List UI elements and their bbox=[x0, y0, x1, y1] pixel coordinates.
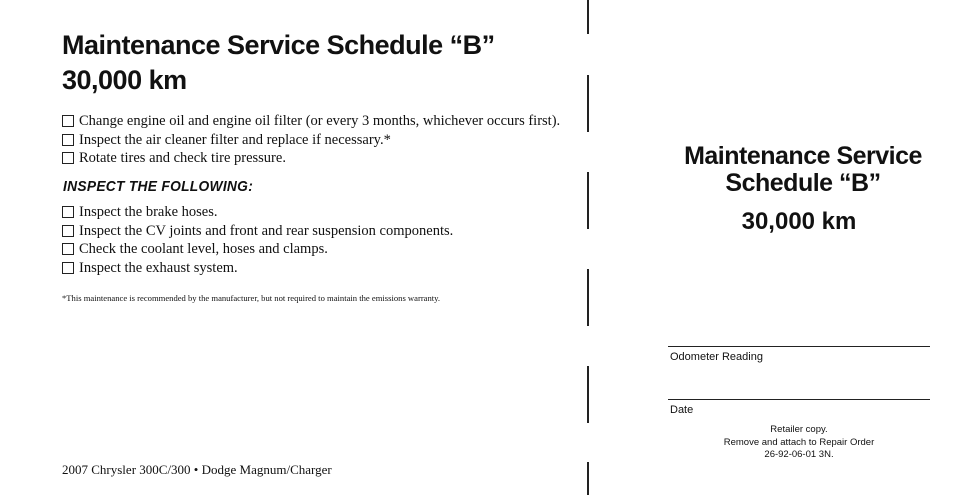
perforation-dash bbox=[587, 366, 589, 423]
inspect-item-label: Inspect the exhaust system. bbox=[79, 259, 238, 276]
perforation-dash bbox=[587, 0, 589, 34]
checkbox-icon[interactable] bbox=[62, 152, 74, 164]
checkbox-icon[interactable] bbox=[62, 262, 74, 274]
date-line[interactable] bbox=[668, 399, 930, 400]
checkbox-icon[interactable] bbox=[62, 225, 74, 237]
retailer-card bbox=[668, 0, 930, 495]
retailer-note-line: 26-92-06-01 3N. bbox=[764, 449, 834, 460]
card-title bbox=[668, 143, 938, 197]
schedule-title: Maintenance Service Schedule “B” bbox=[62, 30, 495, 60]
odometer-label: Odometer Reading bbox=[670, 351, 763, 363]
inspect-heading: INSPECT THE FOLLOWING: bbox=[63, 178, 254, 195]
service-task-label: Inspect the air cleaner filter and replace if necessary.* bbox=[79, 131, 391, 148]
service-task-list bbox=[62, 112, 560, 168]
perforation-dash bbox=[587, 269, 589, 326]
schedule-page bbox=[62, 0, 582, 495]
service-task[interactable] bbox=[62, 112, 560, 131]
perforation-dash bbox=[587, 172, 589, 229]
inspect-item[interactable] bbox=[62, 240, 453, 259]
retailer-note-line: Remove and attach to Repair Order bbox=[723, 436, 875, 448]
emissions-footnote: *This maintenance is recommended by the manufacturer, but not required to maintain the emissions warranty. bbox=[62, 293, 441, 303]
inspect-item[interactable] bbox=[62, 203, 453, 222]
odometer-line[interactable] bbox=[668, 346, 930, 347]
schedule-interval: 30,000 km bbox=[62, 65, 187, 95]
inspect-item-label: Inspect the brake hoses. bbox=[79, 204, 218, 220]
card-interval: 30,000 km bbox=[741, 208, 857, 235]
perforation-dash bbox=[587, 75, 589, 132]
service-task-label: Change engine oil and engine oil filter (or every 3 months, whichever occurs first). bbox=[79, 113, 561, 129]
service-task[interactable] bbox=[62, 149, 560, 168]
service-task[interactable] bbox=[62, 131, 560, 150]
service-task-label: Rotate tires and check tire pressure. bbox=[79, 150, 286, 166]
date-label: Date bbox=[670, 404, 694, 416]
inspect-item-label: Inspect the CV joints and front and rear suspension components. bbox=[79, 222, 454, 239]
perforation-dash bbox=[587, 462, 589, 495]
checkbox-icon[interactable] bbox=[62, 243, 74, 255]
card-title-line: Schedule “B” bbox=[725, 169, 881, 197]
checkbox-icon[interactable] bbox=[62, 206, 74, 218]
inspect-item[interactable] bbox=[62, 222, 453, 241]
publication-footer: 2007 Chrysler 300C/300 • Dodge Magnum/Charger bbox=[62, 462, 332, 477]
card-title-line: Maintenance Service bbox=[684, 142, 922, 170]
inspect-item[interactable] bbox=[62, 259, 453, 278]
retailer-note bbox=[668, 424, 930, 462]
inspect-item-label: Check the coolant level, hoses and clamps. bbox=[79, 241, 328, 257]
checkbox-icon[interactable] bbox=[62, 115, 74, 127]
retailer-note-line: Retailer copy. bbox=[770, 424, 828, 435]
checkbox-icon[interactable] bbox=[62, 134, 74, 146]
inspect-list bbox=[62, 203, 453, 277]
